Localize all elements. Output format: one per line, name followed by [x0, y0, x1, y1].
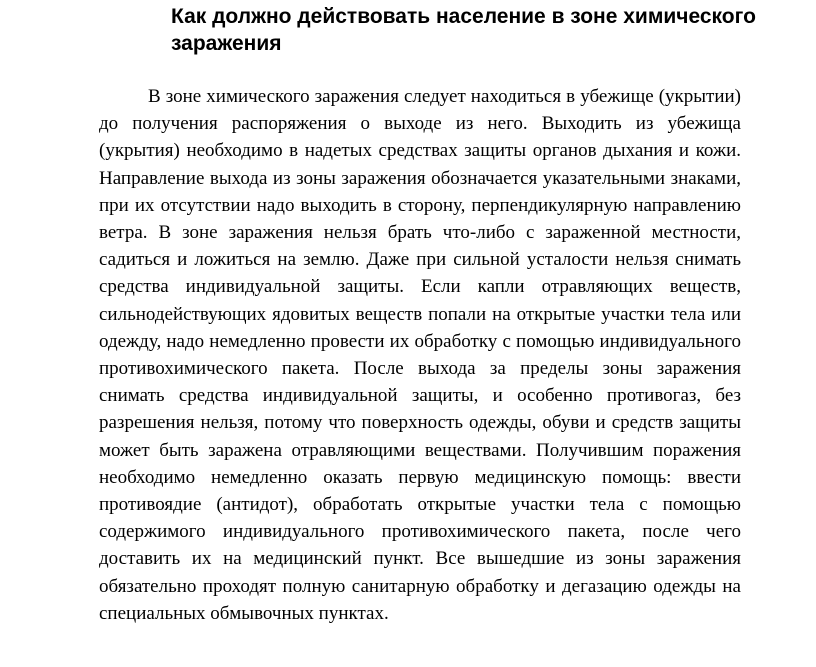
- document-title: Как должно действовать население в зоне химического заражения: [171, 5, 756, 55]
- body-paragraph: В зоне химического заражения следует находиться в убежище (укрытии) до получения распоряжения о выходе из него. Выходить из убежища (укрытия) необходимо в надетых средствах защиты органов дыхания и кожи. Направление выхода из зоны заражения обозначается указательными знаками, при их отсутствии надо выходить в сторону, перпендикулярную направлению ветра. В зоне заражения нельзя брать что-либо с зараженной местности, садиться и ложиться на землю. Даже при сильной усталости нельзя снимать средства индивидуальной защиты. Если капли отравляющих веществ, сильнодействующих ядовитых веществ попали на открытые участки тела или одежду, надо немедленно провести их обработку с помощью индивидуального противохимического пакета. После выхода за пределы зоны заражения снимать средства индивидуальной защиты, и особенно противогаз, без разрешения нельзя, потому что поверхность одежды, обуви и средств защиты может быть заражена отравляющими веществами. Получившим поражения необходимо немедленно оказать первую медицинскую помощь: ввести противоядие (антидот), обработать открытые участки тела с помощью содержимого индивидуального противохимического пакета, после чего доставить их на медицинский пункт. Все вышедшие из зоны заражения обязательно проходят полную санитарную обработку и дегазацию одежды на специальных обмывочных пунктах.: [99, 86, 741, 624]
